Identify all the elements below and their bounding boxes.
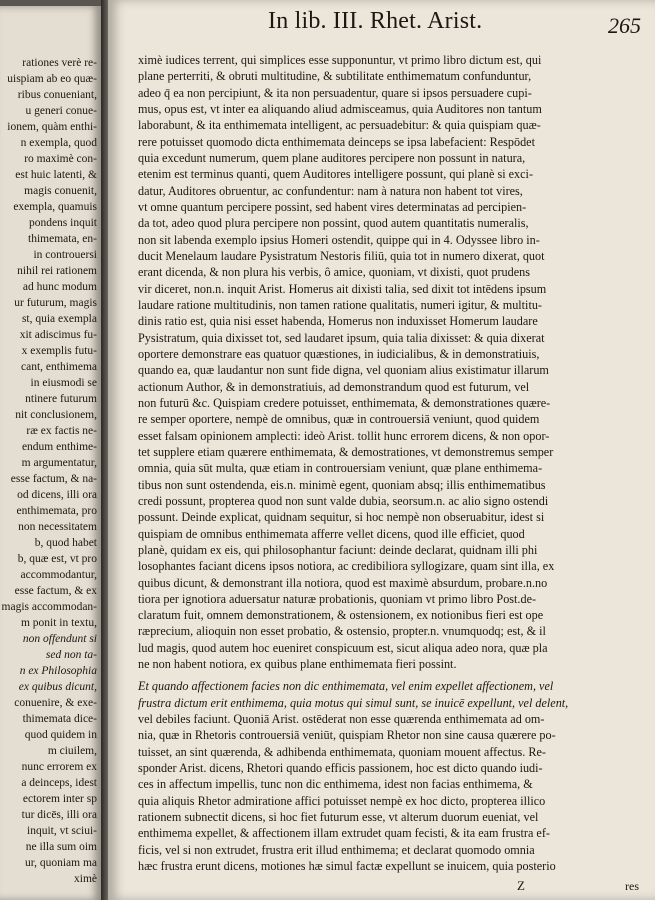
text-line: tiora per ignotiora aduersatur naturæ probationis, quoniam vt primo libro Post.de- [138,591,537,606]
text-line: quispiam de omnibus enthimemata afferre vellet dicens, quod ille efficiet, quod [138,526,525,541]
text-line: cant, enthimema [21,361,97,373]
text-line: ducit Menelaum laudare Pysistratum Nestoris filiū, quia tot in numero dixerat, quot [138,248,545,263]
text-line: rere potuisset quomodo dicta enthimemata deinceps se ipsa labefacient: Respōdet [138,134,535,149]
text-line: accommodantur, [20,569,97,581]
text-line: enthimemata, pro [16,505,97,517]
text-line: u generi conue- [25,105,97,117]
text-line: etenim est terminus quanti, quem Auditores intelligere possunt, qui planè si exci- [138,167,533,182]
text-line: plane perterriti, & obruti multitudine, & subtilitate enthimematum confunduntur, [138,69,532,84]
text-line: adeo q̄ ea non percipiunt, & ita non persuadentur, quare si ipsos persuadere cupi- [138,85,532,100]
book-gutter [101,0,108,900]
text-line: est huic latenti, & [15,169,97,181]
text-line: ur, quoniam ma [24,857,97,869]
text-line: credi possunt, propterea quod non sunt valde dubia, seorsum.n. ac alio signo ostendi [138,493,549,508]
text-line: esset falsam opinionem amplecti: ideò Arist. tollit hunc errorem dicens, & non opor- [138,428,550,443]
text-line: Pysistratum, quia dixisset tot, sed laudaret ipsum, quia talia dixisset: & quia dixerat [138,330,545,345]
text-line: sed non ta- [45,649,97,661]
running-head: In lib. III. Rhet. Arist. [268,8,483,34]
text-line: quando ea, quæ laudantur non sunt fide digna, vel quoniam alius existimatur illarum [138,363,549,378]
text-line: ne non habent notiora, ex quibus plane enthimemata fieri possint. [138,657,457,672]
text-line: da tot, adeo quod plura percipere non possint, quod autem quantitatis numeralis, [138,216,529,231]
text-line: ntinere futurum [25,393,97,405]
text-line: n exempla, quod [20,137,97,149]
text-line: esse factum, & ex [14,585,97,597]
text-line: esse factum, & na- [10,473,97,485]
text-line: dinis ratio est, quia nisi esset habenda, Homerus non induxisset Homerum laudare [138,314,538,329]
text-line: nihil rei rationem [17,265,97,277]
text-line: thimemata dice- [22,713,97,725]
text-line: losophantes faciant dicens ipsos notiora, ac credibiliora syllogizare, quam sint illa, ex [138,559,555,574]
page-number: 265 [608,13,641,38]
text-line: tet supplere etiam quærere enthimemata, & demostrationes, vt demonstremus semper [138,444,554,459]
text-line: quod quidem in [24,729,97,741]
left-page-text [2,55,97,887]
text-line: st, quia exempla [21,313,97,325]
text-line: tibus non sunt ostendenda, eis.n. minimè egent, quoniam absq; illis enthimematibus [138,477,546,492]
text-line: enthimema expellet, & affectionem illam extrudet quam fecisti, & ita eam frustra ef- [138,826,550,841]
signature-mark: Z [517,878,525,893]
catchword: res [625,879,639,893]
text-line: b, quod habet [34,537,97,549]
text-line: endum enthime- [21,441,97,453]
text-line: rationes verè re- [22,57,97,69]
text-line: oportere demonstrare eas quatuor quæstiones, in iudicialibus, & in demonstratiuis, [138,346,540,361]
text-line: frustra dictum erit enthimema, quia motus qui simul sunt, se inuicē expellunt, vel delent, [138,695,569,710]
text-line: re semper oportere, nempè de omnibus, quæ in controuersiā veniunt, quod quidem [138,412,540,427]
text-line: laborabunt, & ita enthimemata intelligent, ac persuadebitur: & quia quispiam quæ- [138,118,541,133]
text-line: xit adiscimus fu- [19,329,97,341]
text-line: non sit labenda exemplo ipsius Homeri ostendit, quippe qui in 4. Odyssee libro in- [138,232,540,247]
text-line: tuisset, an sint quærenda, & adhibenda enthimemata, quoniam mouent affectus. Re- [138,744,546,759]
text-line: od dicens, illi ora [17,489,97,501]
text-line: mus, opus est, vt inter ea aliquando aliud admisceamus, quia Auditores non tantum [138,101,542,116]
text-line: vir diceret, non.n. inquit Arist. Homerus ait dixisti talia, sed dixit tot intēdens ipsum [138,281,547,296]
left-page [0,6,101,900]
text-line: n ex Philosophia [19,665,97,677]
text-line: ræ ex factis ne- [26,425,97,437]
text-line: ne illa sum oim [25,841,97,853]
text-line: actionum Author, & in demonstratiuis, ad demonstrandum quod est futurum, vel [138,379,530,394]
text-line: rationem subnectit dicens, si hoc fiet futurum esse, vt alterum duorum eueniat, vel [138,810,539,825]
text-line: ræprecium, alioquin non esset probatio, & ostensio, propter.n. vnumquodq; est, & il [138,624,546,639]
text-line: in controuersi [33,249,97,261]
text-line: inquit, vt sciui- [27,825,97,837]
text-line: thimemata, en- [28,233,97,245]
text-line: ro maximè con- [24,153,97,165]
text-line: laudare ratione multitudinis, non tamen ratione qualitatis, numeri igitur, & multitu- [138,297,542,312]
text-line: tur dicēs, illi ora [21,809,97,821]
text-line: ad hunc modum [22,281,97,293]
text-line: ionem, quàm enthi- [7,121,97,133]
text-line: lud magis, quod autem hoc eueniret conspicuum est, sicut aliqua adeo nora, quæ pla [138,640,548,655]
text-line: possunt. Deinde explicat, quidnam sequitur, si hoc nempè non obseruabitur, idest si [138,510,545,525]
text-line: quia excedunt numerum, quem plane auditores percipere non possunt in natura, [138,150,526,165]
text-line: ficis, vel si non extrudet, frustra erit illud enthimema; et declarat quomodo omnia [138,842,535,857]
text-line: magis accommodan- [1,601,97,613]
text-line: m ciuilem, [47,745,97,757]
text-line: ximè iudices terrent, qui simplices esse supponuntur, vt primo libro dictum est, qui [138,53,542,67]
text-line: a deinceps, idest [21,777,97,789]
text-line: ectorem inter sp [22,793,97,805]
text-line: vt omne quantum percipere possint, sed habent vires determinatas ad percipien- [138,199,527,214]
text-line: planè, quidam ex eis, qui philosophantur faciunt: deinde declarat, quidnam illi phi [138,542,538,557]
text-line: ribus conueniant, [17,89,97,101]
text-line: hæc frustra erunt dicens, motiones hæ simul factæ expellunt se inuicem, quia posterio [138,859,556,874]
text-line: claratum fuit, omnem demonstrationem, & ostensionem, ex notionibus fieri est ope [138,608,544,623]
text-line: pondens inquit [28,217,97,229]
text-line: non offendunt si [22,633,97,645]
text-line: nia, quæ in Rhetoris controuersiā veniūt, quispiam Rhetor non sine causa quærere po- [138,728,556,743]
text-line: quibus dicunt, & demonstrant illa notiora, quod est maximè absurdum, probare.n.no [138,575,548,590]
text-line: sponder Arist. dicens, Rhetori quando efficis passionem, hoc est dicto quando iudi- [138,761,543,776]
text-line: nit conclusionem, [15,409,97,421]
right-page [108,0,655,900]
text-line: non necessitatem [18,521,97,533]
text-line: b, quæ est, vt pro [17,553,97,565]
text-line: vel debiles faciunt. Quoniā Arist. ostēderat non esse quærenda enthimemata ad om- [138,712,545,727]
text-line: magis conuenit, [24,185,97,197]
text-line: non futurū &c. Quispiam credere potuisset, enthimemata, & demonstrationes quære- [138,395,551,410]
text-line: uispiam ab eo quæ- [7,73,97,85]
text-line: exempla, quamuis [13,201,97,213]
text-line: conuenire, & exe- [14,697,97,709]
text-line: ex quibus dicunt, [18,681,97,693]
text-line: in eiusmodi se [30,377,97,389]
text-line: quia aliquis Rhetor admiratione affici potuisset nempè ex hoc dicto, propterea illico [138,793,546,808]
text-line: m ponit in textu, [20,617,97,629]
text-line: erant dicenda, & non plura his verbis, ô amice, quoniam, vt dixisti, quot prudens [138,265,530,280]
text-line: datur, Auditores obruentur, ac confundentur: nam à natura non habent tot vires, [138,183,523,198]
text-line: nunc errorem ex [21,761,97,773]
commentary-text [138,52,650,874]
text-line: x exemplis futu- [21,345,97,357]
text-line: omnia, quia sūt multa, quæ etiam in controuersiam veniunt, quæ plane enthimema- [138,461,543,476]
text-line: ur futurum, magis [14,297,97,309]
text-line: ximè [74,873,97,885]
text-line: m argumentatur, [21,457,97,469]
text-line: ces in affectum impellis, tunc non dic enthimema, idest non facias enthimema, & [138,777,533,792]
text-line: Et quando affectionem facies non dic enthimemata, vel enim expellet affectionem, vel [138,679,554,694]
